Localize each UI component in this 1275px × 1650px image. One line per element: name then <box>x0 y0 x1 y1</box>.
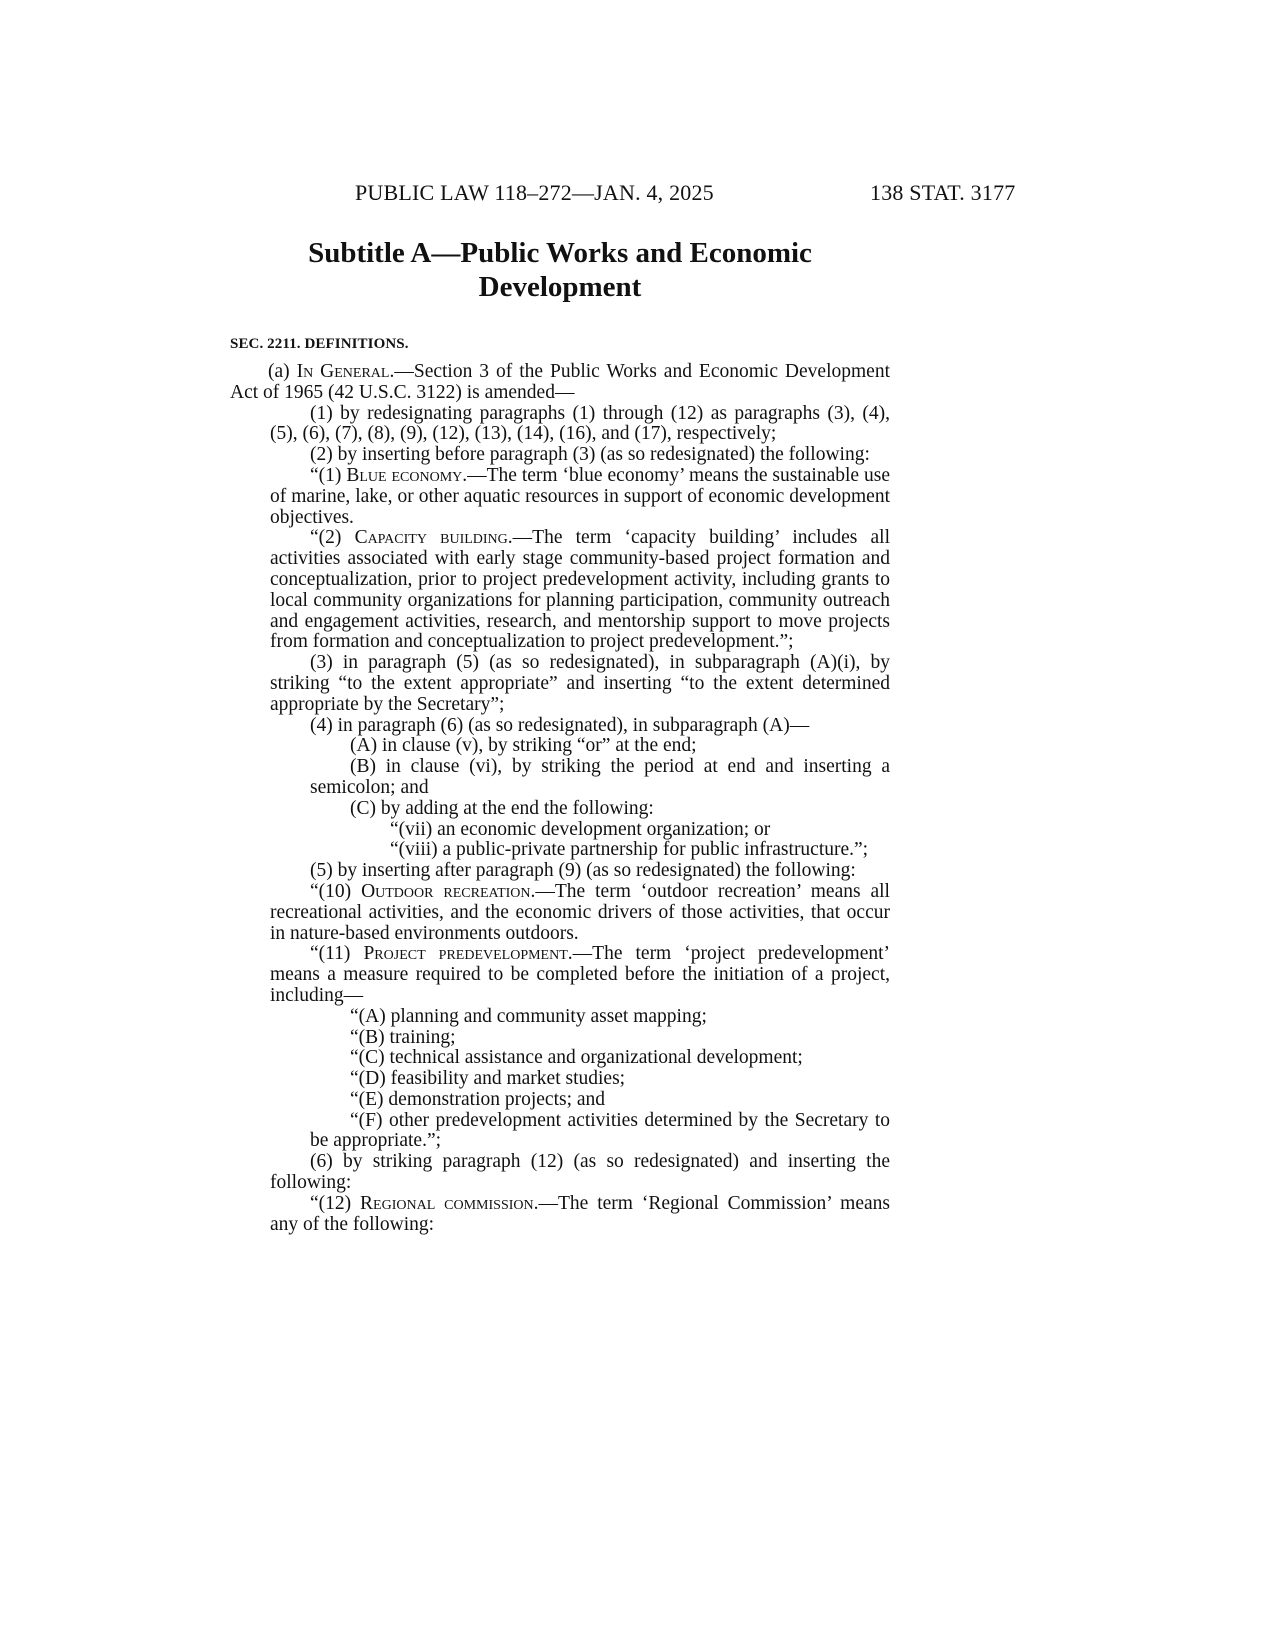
quoted-def-project-predevelopment: “(11) Project predevelopment.—The term ‘project predevelopment’ means a measure required to be completed before the initiation of a project, including— <box>270 943 891 1006</box>
subparagraph-a4A: (A) in clause (v), by striking “or” at the end; <box>350 735 697 757</box>
subtitle-heading <box>240 236 880 304</box>
paragraph-heading: In General <box>296 361 390 382</box>
running-head <box>0 180 1275 210</box>
quoted-sub-C: “(C) technical assistance and organizational development; <box>350 1047 803 1069</box>
quoted-def-capacity-building: “(2) Capacity building.—The term ‘capacity building’ includes all activities associated with early stage community-based project formation and conceptualization, prior to project predevelopment activity, including grants to local community organizations for planning participation, community outreach and engagement activities, research, and mentorship support to move projects from formation and conceptualization to project predevelopment.”; <box>270 527 890 653</box>
section-body <box>230 362 890 1235</box>
paragraph-a1: (1) by redesignating paragraphs (1) through (12) as paragraphs (3), (4), (5), (6), (7), (8), (9), (12), (13), (14), (16), and (17), respectively; <box>270 402 890 445</box>
stat-page-number: 138 STAT. 3177 <box>870 180 1016 205</box>
quoted-sub-F: “(F) other predevelopment activities determined by the Secretary to be appropriate.”; <box>310 1109 890 1152</box>
term-heading: Outdoor recreation <box>361 880 531 902</box>
subparagraph-a4B: (B) in clause (vi), by striking the period at end and inserting a semicolon; and <box>310 756 890 798</box>
term-heading: Blue economy <box>346 464 463 486</box>
quoted-sub-A: “(A) planning and community asset mapping; <box>350 1005 707 1027</box>
paragraph-a: (a) In General.—Section 3 of the Public Works and Economic Development Act of 1965 (42 U.S.C. 3122) is amended— <box>230 361 890 403</box>
quoted-clause-vii: “(vii) an economic development organization; or <box>390 818 771 840</box>
running-title: PUBLIC LAW 118–272—JAN. 4, 2025 <box>355 180 714 205</box>
term-heading: Project predevelopment <box>363 943 568 965</box>
quoted-sub-D: “(D) feasibility and market studies; <box>350 1068 626 1090</box>
quoted-def-regional-commission: “(12) Regional commission.—The term ‘Regional Commission’ means any of the following: <box>270 1192 890 1235</box>
term-heading: Regional commission <box>360 1192 534 1214</box>
quoted-def-blue-economy: “(1) Blue economy.—The term ‘blue economy’ means the sustainable use of marine, lake, or other aquatic resources in support of economic development objectives. <box>270 464 890 528</box>
paragraph-a2: (2) by inserting before paragraph (3) (as so redesignated) the following: <box>310 444 870 466</box>
quoted-sub-B: “(B) training; <box>350 1026 456 1048</box>
quoted-sub-E: “(E) demonstration projects; and <box>350 1088 606 1110</box>
term-heading: Capacity building <box>354 527 508 549</box>
subtitle-line-2: Development <box>478 271 642 303</box>
subparagraph-a4C: (C) by adding at the end the following: <box>350 797 654 819</box>
section-heading: SEC. 2211. DEFINITIONS. <box>230 336 409 352</box>
quoted-clause-viii: “(viii) a public-private partnership for public infrastructure.”; <box>390 839 869 861</box>
paragraph-a6: (6) by striking paragraph (12) (as so redesignated) and inserting the following: <box>270 1151 890 1194</box>
paragraph-a5: (5) by inserting after paragraph (9) (as so redesignated) the following: <box>310 860 856 882</box>
subtitle-line-1: Subtitle A—Public Works and Economic <box>308 237 812 269</box>
paragraph-a4: (4) in paragraph (6) (as so redesignated), in subparagraph (A)— <box>310 714 810 736</box>
paragraph-a3: (3) in paragraph (5) (as so redesignated), in subparagraph (A)(i), by striking “to the extent appropriate” and inserting “to the extent determined appropriate by the Secretary”; <box>270 652 890 715</box>
quoted-def-outdoor-recreation: “(10) Outdoor recreation.—The term ‘outdoor recreation’ means all recreational activities, and the economic drivers of those activities, that occur in nature-based environments outdoors. <box>270 880 890 944</box>
